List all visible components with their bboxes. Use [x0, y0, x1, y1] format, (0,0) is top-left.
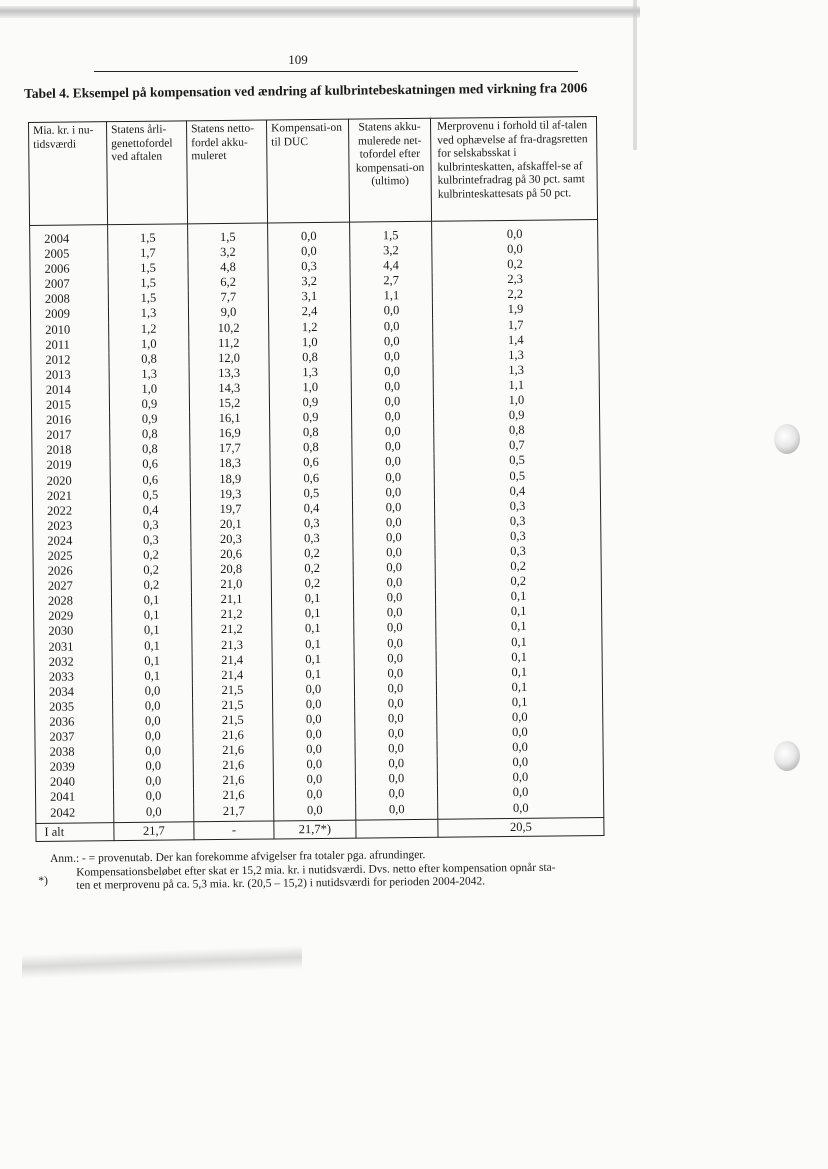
cell-net-benefit-after-compensation: 0,0 [354, 650, 436, 666]
cell-year: 2024 [33, 533, 111, 549]
cell-compensation-duc: 0,2 [271, 546, 353, 562]
cell-annual-net-benefit: 0,1 [112, 653, 192, 669]
cell-annual-net-benefit: 0,8 [110, 442, 190, 458]
cell-accumulated-net-benefit: 9,0 [188, 305, 268, 321]
cell-net-benefit-after-compensation: 0,0 [355, 711, 437, 727]
cell-year: 2015 [31, 397, 109, 413]
cell-net-benefit-after-compensation: 0,0 [352, 469, 434, 485]
cell-accumulated-net-benefit: 21,2 [192, 622, 272, 638]
cell-accumulated-net-benefit: 21,5 [193, 712, 273, 728]
cell-additional-revenue: 2,3 [432, 271, 598, 288]
cell-accumulated-net-benefit: 20,8 [191, 562, 271, 578]
cell-additional-revenue: 0,1 [436, 664, 602, 681]
cell-net-benefit-after-compensation: 0,0 [351, 379, 433, 395]
cell-additional-revenue: 0,1 [436, 679, 602, 696]
cell-year: 2013 [31, 367, 109, 383]
cell-accumulated-net-benefit: 7,7 [188, 290, 268, 306]
cell-annual-net-benefit: 0,4 [110, 502, 190, 518]
scan-shadow-bottom [22, 945, 302, 979]
cell-accumulated-net-benefit: 16,9 [190, 426, 270, 442]
cell-year: 2030 [34, 624, 112, 640]
cell-annual-net-benefit: 0,6 [110, 457, 190, 473]
cell-year: 2004 [30, 225, 108, 247]
cell-year: 2039 [35, 759, 113, 775]
cell-annual-net-benefit: 0,2 [111, 577, 191, 593]
cell-net-benefit-after-compensation: 2,7 [350, 273, 432, 289]
cell-annual-net-benefit: 0,1 [111, 593, 191, 609]
cell-additional-revenue: 0,0 [437, 724, 603, 741]
cell-accumulated-net-benefit: 20,1 [191, 516, 271, 532]
scan-shadow-right [633, 0, 637, 150]
cell-net-benefit-after-compensation: 0,0 [355, 756, 437, 772]
cell-net-benefit-after-compensation: 0,0 [353, 545, 435, 561]
cell-additional-revenue: 0,0 [432, 241, 598, 258]
cell-net-benefit-after-compensation: 0,0 [354, 681, 436, 697]
cell-year: 2014 [31, 382, 109, 398]
cell-accumulated-net-benefit: 11,2 [189, 335, 269, 351]
total-annual-net-benefit: 21,7 [114, 821, 194, 840]
cell-annual-net-benefit: 0,0 [113, 713, 193, 729]
cell-year: 2023 [33, 518, 111, 534]
header-accumulated-net-benefit: Statens netto-fordel akku-muleret [186, 120, 267, 224]
header-unit: Mia. kr. i nu-tidsværdi [29, 122, 108, 226]
total-label: I alt [36, 822, 114, 841]
cell-year: 2032 [34, 654, 112, 670]
cell-net-benefit-after-compensation: 0,0 [356, 801, 438, 819]
cell-compensation-duc: 0,0 [268, 244, 350, 260]
cell-year: 2027 [33, 578, 111, 594]
footnote [38, 861, 610, 894]
cell-accumulated-net-benefit: 17,7 [190, 441, 270, 457]
cell-compensation-duc: 0,5 [270, 485, 352, 501]
cell-accumulated-net-benefit: 21,6 [193, 788, 273, 804]
cell-net-benefit-after-compensation: 0,0 [350, 303, 432, 319]
cell-additional-revenue: 0,3 [434, 498, 600, 515]
cell-additional-revenue: 0,0 [437, 784, 603, 801]
cell-accumulated-net-benefit: 13,3 [189, 365, 269, 381]
cell-year: 2026 [33, 563, 111, 579]
cell-annual-net-benefit: 0,0 [113, 728, 193, 744]
cell-year: 2020 [32, 473, 110, 489]
cell-annual-net-benefit: 0,0 [113, 759, 193, 775]
cell-compensation-duc: 0,1 [271, 591, 353, 607]
cell-net-benefit-after-compensation: 0,0 [353, 590, 435, 606]
cell-accumulated-net-benefit: 20,3 [191, 531, 271, 547]
cell-annual-net-benefit: 1,5 [108, 276, 188, 292]
cell-net-benefit-after-compensation: 0,0 [351, 349, 433, 365]
cell-net-benefit-after-compensation: 3,2 [350, 243, 432, 259]
cell-annual-net-benefit: 0,9 [109, 396, 189, 412]
cell-accumulated-net-benefit: 19,3 [190, 486, 270, 502]
cell-year: 2038 [35, 744, 113, 760]
cell-year: 2008 [30, 292, 108, 308]
table-header-row [29, 117, 598, 226]
cell-compensation-duc: 0,0 [273, 727, 355, 743]
cell-annual-net-benefit: 0,1 [112, 623, 192, 639]
cell-compensation-duc: 0,0 [273, 697, 355, 713]
cell-year: 2041 [36, 790, 114, 806]
cell-additional-revenue: 0,1 [435, 588, 601, 605]
cell-accumulated-net-benefit: 12,0 [189, 350, 269, 366]
cell-year: 2019 [32, 458, 110, 474]
cell-compensation-duc: 0,0 [272, 681, 354, 697]
cell-year: 2017 [32, 427, 110, 443]
compensation-table-wrapper [28, 116, 605, 842]
cell-year: 2018 [32, 442, 110, 458]
cell-annual-net-benefit: 0,3 [111, 532, 191, 548]
cell-net-benefit-after-compensation: 1,5 [350, 221, 432, 243]
cell-compensation-duc: 0,0 [273, 787, 355, 803]
cell-annual-net-benefit: 1,5 [108, 224, 188, 246]
cell-additional-revenue: 0,2 [435, 573, 601, 590]
cell-accumulated-net-benefit: 18,9 [190, 471, 270, 487]
cell-net-benefit-after-compensation: 0,0 [353, 575, 435, 591]
cell-net-benefit-after-compensation: 0,0 [352, 439, 434, 455]
cell-additional-revenue: 0,3 [435, 513, 601, 530]
cell-compensation-duc: 1,0 [269, 380, 351, 396]
cell-accumulated-net-benefit: 21,5 [192, 682, 272, 698]
cell-additional-revenue: 0,0 [432, 220, 598, 243]
cell-year: 2011 [31, 337, 109, 353]
cell-additional-revenue: 0,0 [437, 754, 603, 771]
cell-net-benefit-after-compensation: 0,0 [353, 530, 435, 546]
cell-annual-net-benefit: 1,0 [109, 336, 189, 352]
cell-additional-revenue: 0,5 [434, 468, 600, 485]
cell-additional-revenue: 0,1 [437, 694, 603, 711]
cell-year: 2006 [30, 261, 108, 277]
cell-annual-net-benefit: 1,5 [108, 291, 188, 307]
cell-additional-revenue: 0,1 [436, 618, 602, 635]
punch-hole-upper [774, 424, 800, 454]
cell-additional-revenue: 0,1 [436, 649, 602, 666]
cell-annual-net-benefit: 0,1 [112, 608, 192, 624]
cell-net-benefit-after-compensation: 0,0 [351, 318, 433, 334]
cell-net-benefit-after-compensation: 0,0 [351, 394, 433, 410]
cell-annual-net-benefit: 1,2 [109, 321, 189, 337]
cell-year: 2033 [34, 669, 112, 685]
footnote-mark: *) [38, 874, 48, 887]
cell-compensation-duc: 1,2 [269, 319, 351, 335]
cell-annual-net-benefit: 0,6 [110, 472, 190, 488]
header-compensation-duc: Kompensati-on til DUC [266, 119, 349, 223]
cell-accumulated-net-benefit: 15,2 [189, 396, 269, 412]
cell-compensation-duc: 0,8 [270, 440, 352, 456]
cell-accumulated-net-benefit: 21,1 [191, 592, 271, 608]
cell-compensation-duc: 0,0 [273, 742, 355, 758]
cell-additional-revenue: 2,2 [432, 286, 598, 303]
cell-net-benefit-after-compensation: 0,0 [351, 364, 433, 380]
cell-compensation-duc: 0,2 [271, 576, 353, 592]
cell-compensation-duc: 3,2 [268, 274, 350, 290]
cell-annual-net-benefit: 1,7 [108, 245, 188, 261]
table-body [30, 220, 604, 824]
cell-net-benefit-after-compensation: 0,0 [353, 560, 435, 576]
note-anm: Anm.: - = provenutab. Der kan forekomme afvigelser fra totaler pga. afrundinger. [50, 849, 426, 865]
cell-compensation-duc: 1,0 [269, 334, 351, 350]
cell-net-benefit-after-compensation: 0,0 [355, 726, 437, 742]
cell-additional-revenue: 0,0 [437, 739, 603, 756]
cell-accumulated-net-benefit: 21,5 [193, 697, 273, 713]
cell-additional-revenue: 0,4 [434, 483, 600, 500]
cell-annual-net-benefit: 0,0 [113, 743, 193, 759]
punch-hole-lower [774, 741, 800, 771]
cell-additional-revenue: 0,3 [435, 543, 601, 560]
cell-additional-revenue: 0,2 [432, 256, 598, 273]
cell-accumulated-net-benefit: 16,1 [190, 411, 270, 427]
cell-accumulated-net-benefit: 19,7 [190, 501, 270, 517]
total-accumulated-net-benefit: - [194, 821, 274, 840]
cell-year: 2012 [31, 352, 109, 368]
cell-annual-net-benefit: 1,3 [109, 366, 189, 382]
cell-accumulated-net-benefit: 10,2 [189, 320, 269, 336]
cell-annual-net-benefit: 0,2 [111, 562, 191, 578]
cell-accumulated-net-benefit: 6,2 [188, 275, 268, 291]
cell-compensation-duc: 0,8 [269, 349, 351, 365]
cell-annual-net-benefit: 0,0 [114, 804, 194, 822]
cell-year: 2040 [35, 775, 113, 791]
cell-compensation-duc: 0,1 [272, 651, 354, 667]
cell-annual-net-benefit: 0,0 [113, 698, 193, 714]
cell-annual-net-benefit: 0,0 [113, 789, 193, 805]
cell-annual-net-benefit: 0,0 [112, 683, 192, 699]
compensation-table [28, 116, 605, 842]
cell-annual-net-benefit: 0,8 [110, 427, 190, 443]
cell-additional-revenue: 0,9 [434, 407, 600, 424]
cell-accumulated-net-benefit: 3,2 [188, 245, 268, 261]
cell-annual-net-benefit: 0,9 [110, 411, 190, 427]
cell-compensation-duc: 0,6 [270, 455, 352, 471]
footnote-line-1: Kompensationsbeløbet efter skat er 15,2 mia. kr. i nutidsværdi. Dvs. netto efter kompensation opnår sta- [76, 861, 556, 879]
cell-compensation-duc: 3,1 [268, 289, 350, 305]
cell-compensation-duc: 1,3 [269, 364, 351, 380]
cell-compensation-duc: 0,1 [272, 636, 354, 652]
cell-compensation-duc: 0,9 [269, 395, 351, 411]
cell-net-benefit-after-compensation: 0,0 [352, 499, 434, 515]
cell-compensation-duc: 0,1 [272, 606, 354, 622]
header-net-benefit-after-compensation: Statens akku-mulerede net-tofordel efter kompensati-on (ultimo) [348, 118, 431, 222]
cell-additional-revenue: 0,2 [435, 558, 601, 575]
cell-compensation-duc: 0,1 [272, 621, 354, 637]
cell-year: 2029 [34, 608, 112, 624]
cell-annual-net-benefit: 0,3 [111, 517, 191, 533]
cell-year: 2022 [32, 503, 110, 519]
cell-compensation-duc: 0,8 [270, 425, 352, 441]
cell-year: 2034 [34, 684, 112, 700]
cell-compensation-duc: 0,4 [270, 500, 352, 516]
cell-net-benefit-after-compensation: 0,0 [353, 515, 435, 531]
cell-annual-net-benefit: 0,5 [110, 487, 190, 503]
cell-accumulated-net-benefit: 1,5 [188, 223, 268, 245]
cell-compensation-duc: 0,2 [271, 561, 353, 577]
cell-additional-revenue: 1,0 [433, 392, 599, 409]
cell-additional-revenue: 0,0 [438, 800, 604, 819]
cell-year: 2036 [35, 714, 113, 730]
cell-net-benefit-after-compensation: 0,0 [355, 741, 437, 757]
cell-additional-revenue: 1,3 [433, 347, 599, 364]
cell-additional-revenue: 1,1 [433, 377, 599, 394]
cell-year: 2007 [30, 276, 108, 292]
header-rule [94, 71, 578, 72]
cell-additional-revenue: 0,1 [436, 634, 602, 651]
cell-additional-revenue: 0,1 [436, 603, 602, 620]
table-title: Tabel 4. Eksempel på kompensation ved ændring af kulbrintebeskatningen med virkning fra 2006 [24, 80, 588, 101]
cell-net-benefit-after-compensation: 0,0 [355, 696, 437, 712]
cell-additional-revenue: 1,7 [433, 317, 599, 334]
cell-additional-revenue: 0,5 [434, 452, 600, 469]
cell-additional-revenue: 1,4 [433, 332, 599, 349]
cell-compensation-duc: 0,1 [272, 666, 354, 682]
cell-net-benefit-after-compensation: 0,0 [352, 484, 434, 500]
footnote-line-2: ten et merprovenu på ca. 5,3 mia. kr. (20,5 – 15,2) i nutidsværdi for perioden 2004-2042. [76, 875, 486, 892]
total-net-benefit-after-compensation [356, 819, 438, 838]
cell-annual-net-benefit: 0,1 [112, 668, 192, 684]
cell-compensation-duc: 0,0 [274, 802, 356, 820]
cell-net-benefit-after-compensation: 0,0 [352, 424, 434, 440]
cell-annual-net-benefit: 1,5 [108, 261, 188, 277]
cell-additional-revenue: 0,0 [437, 709, 603, 726]
scan-shadow-top [0, 6, 640, 18]
cell-net-benefit-after-compensation: 0,0 [355, 786, 437, 802]
cell-net-benefit-after-compensation: 4,4 [350, 258, 432, 274]
cell-accumulated-net-benefit: 21,6 [193, 728, 273, 744]
cell-accumulated-net-benefit: 21,4 [192, 652, 272, 668]
cell-compensation-duc: 0,3 [271, 515, 353, 531]
cell-annual-net-benefit: 0,8 [109, 351, 189, 367]
cell-net-benefit-after-compensation: 1,1 [350, 288, 432, 304]
cell-additional-revenue: 0,7 [434, 437, 600, 454]
cell-accumulated-net-benefit: 18,3 [190, 456, 270, 472]
cell-year: 2028 [33, 593, 111, 609]
header-additional-revenue: Merprovenu i forhold til af-talen ved ophævelse af fra-dragsretten for selskabsskat i kulbrinteskatten, afskaffel-se af kulbrintefradrag på 30 pct. samt kulbrinteskattesats på 50 pct. [430, 117, 597, 222]
cell-net-benefit-after-compensation: 0,0 [355, 771, 437, 787]
cell-year: 2021 [32, 488, 110, 504]
cell-compensation-duc: 0,0 [273, 757, 355, 773]
cell-compensation-duc: 2,4 [268, 304, 350, 320]
cell-accumulated-net-benefit: 14,3 [189, 380, 269, 396]
cell-annual-net-benefit: 0,2 [111, 547, 191, 563]
cell-year: 2016 [32, 412, 110, 428]
cell-year: 2031 [34, 639, 112, 655]
cell-annual-net-benefit: 0,0 [113, 774, 193, 790]
cell-accumulated-net-benefit: 20,6 [191, 546, 271, 562]
cell-additional-revenue: 0,8 [434, 422, 600, 439]
total-compensation-duc: 21,7*) [274, 820, 356, 839]
header-annual-net-benefit: Statens årli-genettofordel ved aftalen [107, 121, 188, 225]
cell-compensation-duc: 0,3 [271, 530, 353, 546]
cell-accumulated-net-benefit: 21,6 [193, 773, 273, 789]
cell-additional-revenue: 0,0 [437, 769, 603, 786]
cell-net-benefit-after-compensation: 0,0 [354, 620, 436, 636]
cell-compensation-duc: 0,0 [273, 772, 355, 788]
cell-compensation-duc: 0,6 [270, 470, 352, 486]
cell-additional-revenue: 1,9 [432, 302, 598, 319]
cell-accumulated-net-benefit: 21,3 [192, 637, 272, 653]
cell-net-benefit-after-compensation: 0,0 [352, 454, 434, 470]
cell-accumulated-net-benefit: 21,7 [194, 803, 274, 821]
cell-additional-revenue: 1,3 [433, 362, 599, 379]
cell-year: 2035 [35, 699, 113, 715]
cell-year: 2042 [36, 805, 114, 823]
cell-additional-revenue: 0,3 [435, 528, 601, 545]
cell-net-benefit-after-compensation: 0,0 [354, 665, 436, 681]
total-additional-revenue: 20,5 [438, 817, 604, 837]
cell-annual-net-benefit: 0,1 [112, 638, 192, 654]
cell-net-benefit-after-compensation: 0,0 [352, 409, 434, 425]
cell-compensation-duc: 0,0 [268, 222, 350, 244]
cell-compensation-duc: 0,9 [270, 410, 352, 426]
cell-year: 2009 [30, 307, 108, 323]
cell-year: 2010 [31, 322, 109, 338]
cell-year: 2005 [30, 246, 108, 262]
cell-accumulated-net-benefit: 21,4 [192, 667, 272, 683]
cell-accumulated-net-benefit: 4,8 [188, 260, 268, 276]
cell-accumulated-net-benefit: 21,6 [193, 743, 273, 759]
cell-accumulated-net-benefit: 21,6 [193, 758, 273, 774]
cell-net-benefit-after-compensation: 0,0 [351, 333, 433, 349]
cell-year: 2025 [33, 548, 111, 564]
cell-annual-net-benefit: 1,3 [108, 306, 188, 322]
cell-net-benefit-after-compensation: 0,0 [354, 635, 436, 651]
cell-accumulated-net-benefit: 21,0 [191, 577, 271, 593]
cell-annual-net-benefit: 1,0 [109, 381, 189, 397]
cell-compensation-duc: 0,3 [268, 259, 350, 275]
cell-accumulated-net-benefit: 21,2 [192, 607, 272, 623]
table-notes [38, 847, 610, 893]
cell-compensation-duc: 0,0 [273, 712, 355, 728]
page-number: 109 [288, 52, 308, 67]
cell-net-benefit-after-compensation: 0,0 [354, 605, 436, 621]
cell-year: 2037 [35, 729, 113, 745]
